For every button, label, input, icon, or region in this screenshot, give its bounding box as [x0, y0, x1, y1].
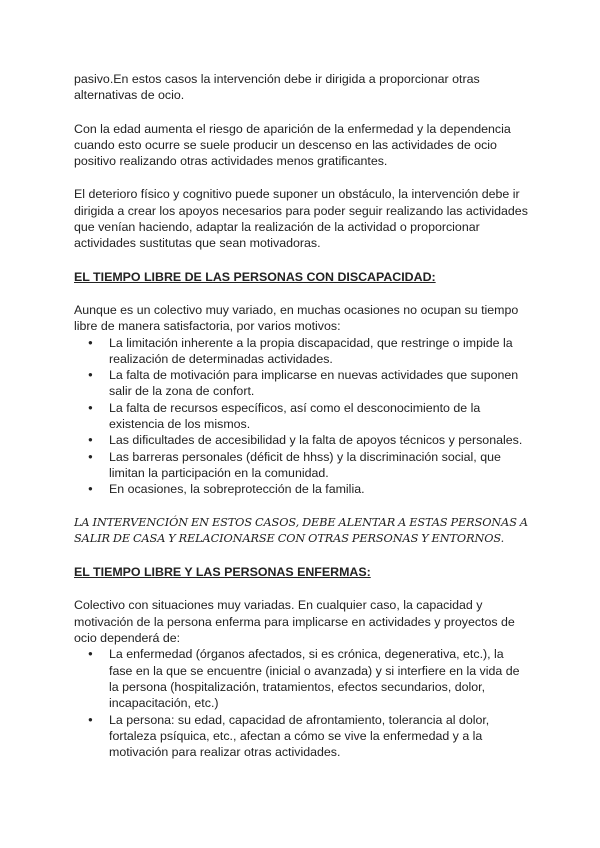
disability-intro: Aunque es un colectivo muy variado, en muchas ocasiones no ocupan su tiempo libre de manera satisfactoria, por varios motivos:	[74, 302, 519, 334]
intro-paragraph-1: pasivo.En estos casos la intervención debe ir dirigida a proporcionar otras alternativas de ocio.	[74, 72, 480, 103]
disability-heading: EL TIEMPO LIBRE DE LAS PERSONAS CON DISCAPACIDAD:	[74, 269, 436, 284]
intro-paragraph-2: Con la edad aumenta el riesgo de aparición de la enfermedad y la dependencia cuando esto ocurre se suele producir un descenso en las actividades de ocio positivo realizando otras actividades menos gratificantes.	[74, 121, 511, 169]
intervention-note: LA INTERVENCIÓN EN ESTOS CASOS, DEBE ALENTAR A ESTAS PERSONAS A SALIR DE CASA Y RELACIONARSE CON OTRAS PERSONAS Y ENTORNOS.	[74, 515, 528, 545]
intro-paragraph-3: El deterioro físico y cognitivo puede suponer un obstáculo, la intervención debe ir dirigida a crear los apoyos necesarios para poder seguir realizando las actividades que venían haciendo, adaptar la realización de la actividad o proporcionar actividades sustitutas que sean motivadoras.	[74, 187, 528, 251]
illness-list	[74, 646, 530, 760]
disability-list	[74, 335, 530, 498]
document-body	[74, 71, 530, 760]
illness-heading: EL TIEMPO LIBRE Y LAS PERSONAS ENFERMAS:	[74, 565, 371, 580]
list-item: ● En ocasiones, la sobreprotección de la familia.	[74, 481, 530, 497]
list-item: ● La falta de recursos específicos, así como el desconocimiento de la existencia de los mismos.	[74, 400, 530, 433]
list-item: ● La enfermedad (órganos afectados, si es crónica, degenerativa, etc.), la fase en la que se encuentre (inicial o avanzada) y si interfiere en la vida de la persona (hospitalización, tratamientos, efectos secundarios, dolor, incapacitación, etc.)	[74, 646, 530, 711]
list-item: ● Las dificultades de accesibilidad y la falta de apoyos técnicos y personales.	[74, 432, 530, 448]
list-item: ● Las barreras personales (déficit de hhss) y la discriminación social, que limitan la participación en la comunidad.	[74, 449, 530, 482]
list-item: ● La persona: su edad, capacidad de afrontamiento, tolerancia al dolor, fortaleza psíquica, etc., afectan a cómo se vive la enfermedad y a la motivación para realizar otras actividades.	[74, 712, 530, 761]
list-item: ● La falta de motivación para implicarse en nuevas actividades que suponen salir de la zona de confort.	[74, 367, 530, 400]
illness-intro: Colectivo con situaciones muy variadas. En cualquier caso, la capacidad y motivación de la persona enferma para implicarse en actividades y proyectos de ocio dependerá de:	[74, 598, 515, 646]
list-item: ● La limitación inherente a la propia discapacidad, que restringe o impide la realización de determinadas actividades.	[74, 335, 530, 368]
